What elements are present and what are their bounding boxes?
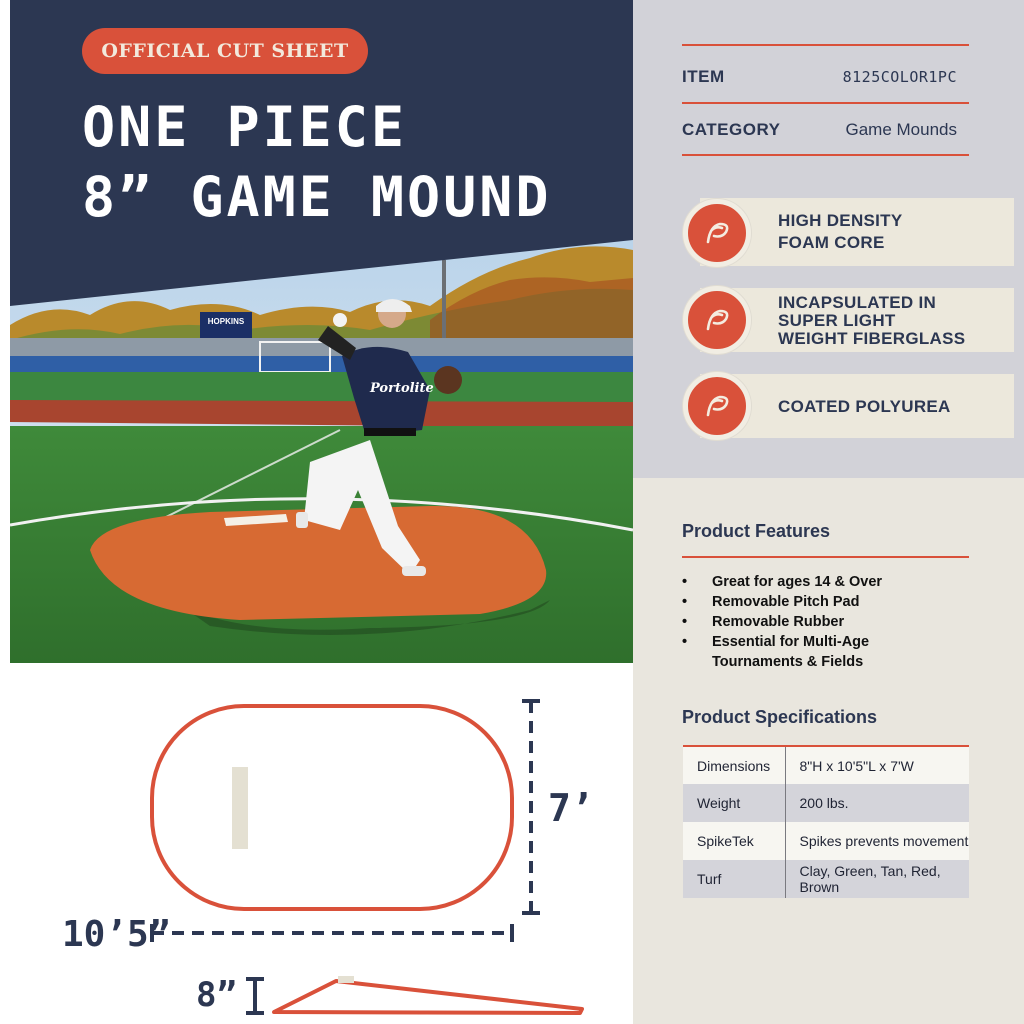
portolite-logo-icon: [683, 199, 751, 267]
mound-side-profile: [274, 981, 582, 1013]
specifications-table: [683, 745, 969, 898]
pitch-pad: [232, 767, 248, 849]
scoreboard-text: HOPKINS: [207, 317, 245, 326]
length-label: 10’5”: [62, 914, 171, 955]
feature-2-text: INCAPSULATED IN SUPER LIGHT WEIGHT FIBERGLASS: [778, 293, 966, 348]
height-label: 8”: [196, 975, 237, 1015]
header-diagonal: [10, 230, 633, 310]
product-features-title: Product Features: [682, 521, 831, 541]
meta-rule-top: [682, 44, 969, 46]
product-features-list: [682, 572, 982, 672]
jersey-text: Portolite: [370, 381, 434, 396]
spec-key: Dimensions: [683, 746, 785, 784]
category-value: Game Mounds: [845, 120, 957, 139]
mound-top-view: [152, 706, 512, 909]
feature-3-text: COATED POLYUREA: [778, 397, 951, 416]
item-label: ITEM: [682, 67, 725, 86]
item-value: 8125COLOR1PC: [842, 68, 957, 86]
list-item: • Great for ages 14 & Over: [682, 572, 982, 592]
product-title-line2: 8” GAME MOUND: [82, 165, 552, 229]
product-specifications-title: Product Specifications: [682, 707, 878, 727]
spec-value: 8"H x 10'5"L x 7'W: [785, 746, 969, 784]
list-item: • Essential for Multi-Age Tournaments & Fields: [682, 632, 922, 672]
table-row: [683, 784, 969, 822]
table-row: [683, 746, 969, 784]
list-item: • Removable Rubber: [682, 612, 982, 632]
meta-rule-middle: [682, 102, 969, 104]
dimension-diagram: [10, 663, 633, 1024]
meta-rule-bottom: [682, 154, 969, 156]
spec-key: Turf: [683, 860, 785, 898]
portolite-logo-icon: [683, 286, 751, 354]
cut-sheet-badge: OFFICIAL CUT SHEET: [82, 28, 368, 74]
product-title-line1: ONE PIECE: [82, 95, 408, 159]
table-row: [683, 822, 969, 860]
spec-value: Spikes prevents movement: [785, 822, 969, 860]
list-item: • Removable Pitch Pad: [682, 592, 982, 612]
spec-value: 200 lbs.: [785, 784, 969, 822]
table-row: [683, 860, 969, 898]
spec-value: Clay, Green, Tan, Red, Brown: [785, 860, 969, 898]
feature-1-text: HIGH DENSITY FOAM CORE: [778, 211, 903, 252]
portolite-logo-icon: [683, 372, 751, 440]
spec-key: Weight: [683, 784, 785, 822]
product-features-rule: [682, 556, 969, 558]
spec-key: SpikeTek: [683, 822, 785, 860]
width-label: 7’: [548, 786, 594, 830]
category-label: CATEGORY: [682, 120, 781, 139]
